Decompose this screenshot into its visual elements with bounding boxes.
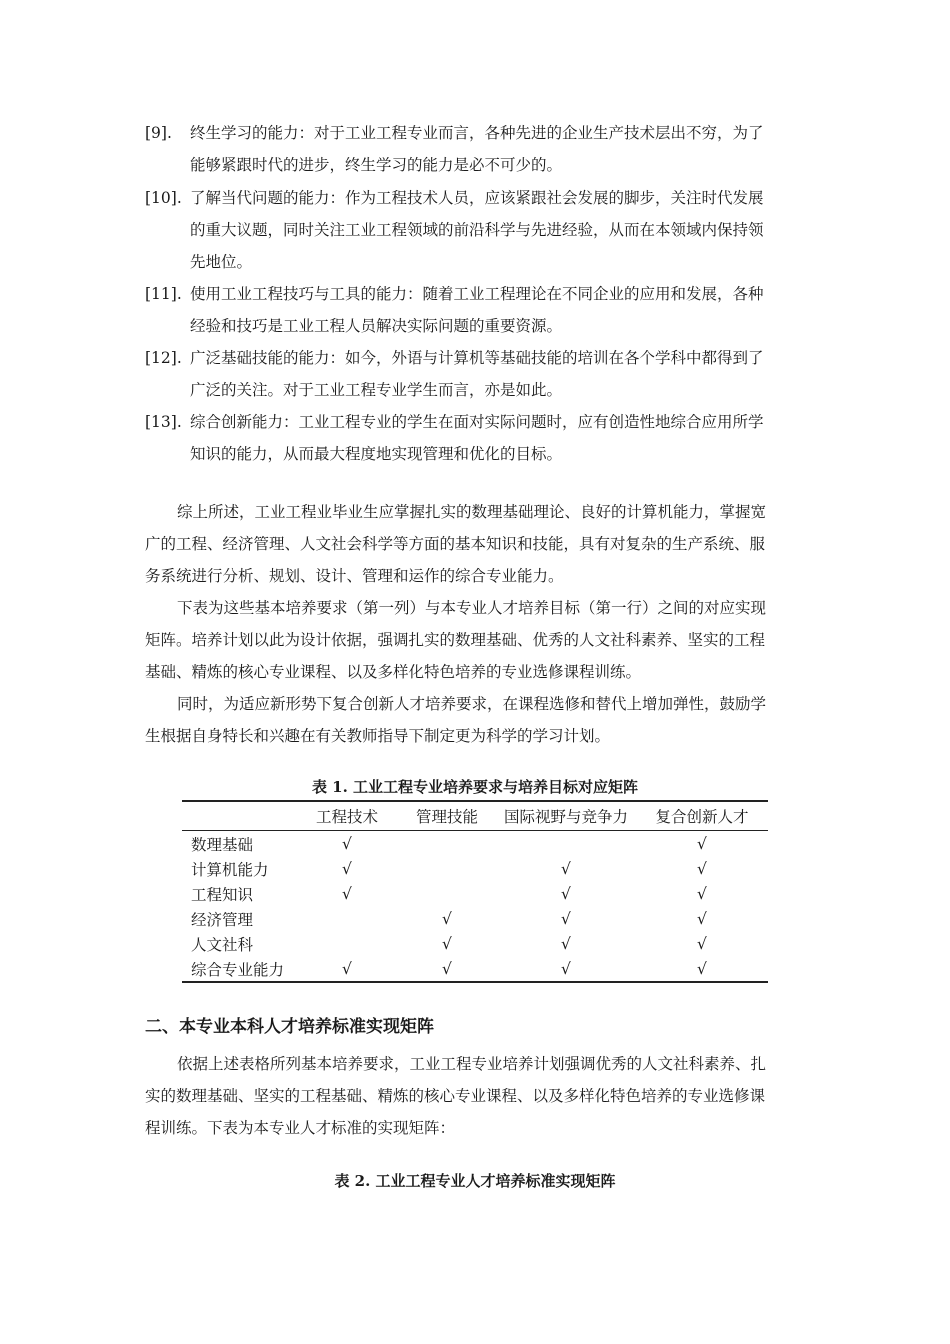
check-cell: √ [697,884,707,903]
paragraph-line: 实的数理基础、坚实的工程基础、精炼的核心专业课程、以及多样化特色培养的专业选修课 [145,1087,766,1105]
row-label: 工程知识 [191,885,254,904]
check-cell: √ [398,956,496,982]
table-row [182,831,768,857]
paragraph-line: 生根据自身特长和兴趣在有关教师指导下制定更为科学的学习计划。 [145,727,611,745]
row-label: 经济管理 [191,910,254,929]
paragraph-line: 下表为这些基本培养要求（第一列）与本专业人才培养目标（第一行）之间的对应实现 [177,599,767,617]
column-header: 管理技能 [398,801,496,831]
column-header: 工程技术 [296,801,398,831]
paragraph-line: 综上所述，工业工程业毕业生应掌握扎实的数理基础理论、良好的计算机能力，掌握宽 [177,503,767,521]
row-label: 人文社科 [191,935,254,954]
table-intro-paragraph [145,592,810,688]
check-cell: √ [442,934,452,953]
paragraph-line: 依据上述表格所列基本培养要求，工业工程专业培养计划强调优秀的人文社科素养、扎 [177,1055,767,1073]
list-item-line: 了解当代问题的能力：作为工程技术人员，应该紧跟社会发展的脚步，关注时代发展 [190,189,764,207]
check-cell: √ [561,934,571,953]
list-item-line: 经验和技巧是工业工程人员解决实际问题的重要资源。 [190,317,563,335]
row-label: 综合专业能力 [182,956,296,982]
check-cell [296,931,398,956]
list-item-line: 的重大议题，同时关注工业工程领域的前沿科学与先进经验，从而在本领域内保持领 [190,221,764,239]
summary-paragraph [145,496,810,592]
table-row [182,881,768,906]
check-cell: √ [342,859,352,878]
check-cell: √ [561,884,571,903]
table-row [182,906,768,931]
check-cell: √ [296,956,398,982]
list-item-13 [145,406,810,470]
list-item-line: 终生学习的能力：对于工业工程专业而言，各种先进的企业生产技术层出不穷，为了 [190,124,764,142]
check-cell: √ [442,909,452,928]
check-cell: √ [697,934,707,953]
row-label: 数理基础 [191,835,254,854]
table2-caption: 表 2. 工业工程专业人才培养标准实现矩阵 [334,1172,616,1190]
list-item-line: 知识的能力，从而最大程度地实现管理和优化的目标。 [190,445,563,463]
check-cell: √ [697,859,707,878]
paragraph-line: 程训练。下表为本专业人才标准的实现矩阵： [145,1119,456,1137]
check-cell [398,831,496,857]
table1-caption: 表 1. 工业工程专业培养要求与培养目标对应矩阵 [311,778,639,796]
check-cell [496,831,636,857]
check-cell: √ [636,956,768,982]
table-row [182,931,768,956]
list-item-line: 广泛基础技能的能力：如今，外语与计算机等基础技能的培训在各个学科中都得到了 [190,349,764,367]
paragraph-line: 广的工程、经济管理、人文社会科学等方面的基本知识和技能，具有对复杂的生产系统、服 [145,535,766,553]
check-cell: √ [342,834,352,853]
check-cell [398,856,496,881]
requirement-matrix-table [182,800,768,983]
row-label: 计算机能力 [191,860,269,879]
check-cell: √ [342,884,352,903]
paragraph-line: 基础、精炼的核心专业课程、以及多样化特色培养的专业选修课程训练。 [145,663,642,681]
list-item-number: [9]. [145,124,172,142]
list-item-12 [145,342,810,406]
table-header-row [182,801,768,831]
list-item-11 [145,278,810,342]
list-item-9 [145,117,810,181]
list-item-line: 使用工业工程技巧与工具的能力：随着工业工程理论在不同企业的应用和发展，各种 [190,285,764,303]
check-cell [296,906,398,931]
check-cell [398,881,496,906]
list-item-number: [11]. [145,285,182,303]
list-item-line: 先地位。 [190,253,253,271]
list-item-number: [10]. [145,189,182,207]
list-item-10 [145,182,810,278]
check-cell: √ [561,859,571,878]
list-item-line: 能够紧跟时代的进步，终生学习的能力是必不可少的。 [190,156,563,174]
list-item-number: [13]. [145,413,182,431]
paragraph-line: 同时，为适应新形势下复合创新人才培养要求，在课程选修和替代上增加弹性，鼓励学 [177,695,767,713]
list-item-line: 综合创新能力：工业工程专业的学生在面对实际问题时，应有创造性地综合应用所学 [190,413,764,431]
column-header: 复合创新人才 [636,801,768,831]
table-row [182,856,768,881]
paragraph-line: 矩阵。培养计划以此为设计依据，强调扎实的数理基础、优秀的人文社科素养、坚实的工程 [145,631,766,649]
flexibility-paragraph [145,688,810,752]
check-cell: √ [496,956,636,982]
section2-paragraph [145,1048,810,1144]
check-cell: √ [697,909,707,928]
table-row [182,956,768,982]
list-item-number: [12]. [145,349,182,367]
check-cell: √ [697,834,707,853]
column-header [182,801,296,831]
column-header: 国际视野与竞争力 [496,801,636,831]
section-heading: 二、本专业本科人才培养标准实现矩阵 [145,1017,434,1037]
list-item-line: 广泛的关注。对于工业工程专业学生而言，亦是如此。 [190,381,563,399]
check-cell: √ [561,909,571,928]
paragraph-line: 务系统进行分析、规划、设计、管理和运作的综合专业能力。 [145,567,564,585]
